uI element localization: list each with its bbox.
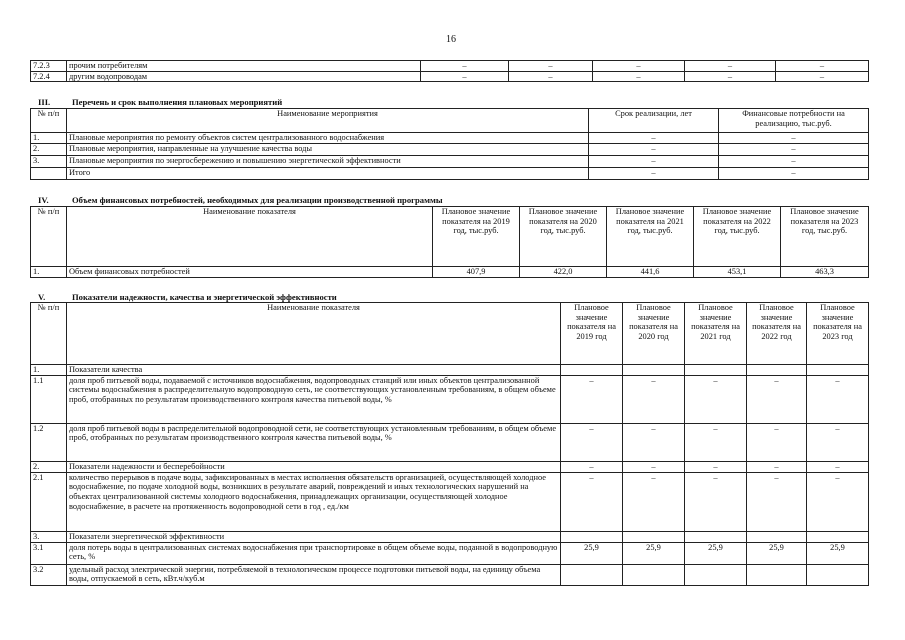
row-name: Плановые мероприятия, направленные на улучшение качества воды: [67, 144, 589, 156]
row-number: 2.: [31, 144, 67, 156]
row-cost: –: [719, 144, 869, 156]
row-value: [807, 531, 869, 542]
col-header-2021: Плановое значение показателя на 2021 год: [685, 303, 747, 365]
col-header-num: № п/п: [31, 109, 67, 133]
row-name: удельный расход электрической энергии, потребляемой в технологическом процессе подготовки питьевой воды, на единицу объема воды, отпускаемой в сеть, кВт.ч/куб.м: [67, 564, 561, 585]
row-value: [623, 564, 685, 585]
table-row: [31, 375, 869, 423]
row-name: другим водопроводам: [67, 71, 421, 82]
col-header-2022: Плановое значение показателя на 2022 год: [747, 303, 807, 365]
row-value: –: [685, 375, 747, 423]
table-row: [31, 267, 869, 278]
col-header-2020: Плановое значение показателя на 2020 год: [623, 303, 685, 365]
row-number: 1.1: [31, 375, 67, 423]
section-title: Показатели надежности, качества и энергетической эффективности: [72, 292, 337, 302]
row-value: –: [593, 71, 685, 82]
row-value: [807, 564, 869, 585]
section-number: III.: [38, 97, 51, 107]
table-row: [31, 144, 869, 156]
row-value: –: [807, 472, 869, 531]
row-value: –: [747, 472, 807, 531]
row-term: –: [589, 133, 719, 144]
col-header-2019: Плановое значение показателя на 2019 год: [561, 303, 623, 365]
col-header-name: Наименование мероприятия: [67, 109, 589, 133]
row-name: количество перерывов в подаче воды, зафиксированных в местах исполнения обязательств организацией, осуществляющей холодное водоснабжение, по подаче холодной воды, возникших в результате аварий, повреждений и иных технологических нарушений на объектах централизованной системы холодного водоснабжения, принадлежащих организации, осуществляющей холодное водоснабжение, в расчете на протяженность водопроводной сети в год , ед./км: [67, 472, 561, 531]
row-value: –: [623, 472, 685, 531]
col-header-2020: Плановое значение показателя на 2020 год, тыс.руб.: [520, 207, 607, 267]
row-name: доля проб питьевой воды в распределительной водопроводной сети, не соответствующих установленным требованиям, в общем объеме проб, отобранных по результатам производственного контроля качества питьевой воды, %: [67, 423, 561, 461]
row-name: Итого: [67, 168, 589, 180]
row-value: –: [421, 71, 509, 82]
table-row: [31, 71, 869, 82]
table-row: [31, 423, 869, 461]
row-value: 25,9: [807, 542, 869, 564]
row-value: –: [807, 375, 869, 423]
row-term: –: [589, 144, 719, 156]
row-value: [685, 564, 747, 585]
row-value: –: [623, 423, 685, 461]
row-value: 25,9: [561, 542, 623, 564]
row-value: –: [807, 423, 869, 461]
row-value: –: [685, 461, 747, 472]
row-number: 2.1: [31, 472, 67, 531]
row-value: 453,1: [694, 267, 781, 278]
table-row: [31, 542, 869, 564]
row-number: 7.2.4: [31, 71, 67, 82]
row-number: 1.2: [31, 423, 67, 461]
page-number: 16: [446, 34, 456, 45]
row-value: [561, 564, 623, 585]
row-value: [807, 365, 869, 376]
row-name: Плановые мероприятия по ремонту объектов систем централизованного водоснабжения: [67, 133, 589, 144]
row-name: Показатели энергетической эффективности: [67, 531, 561, 542]
row-value: 407,9: [433, 267, 520, 278]
col-header-2023: Плановое значение показателя на 2023 год, тыс.руб.: [781, 207, 869, 267]
row-term: –: [589, 156, 719, 168]
row-number: 3.2: [31, 564, 67, 585]
row-value: –: [807, 461, 869, 472]
financial-needs-table: [30, 206, 869, 278]
table-row: [31, 61, 869, 72]
col-header-2023: Плановое значение показателя на 2023 год: [807, 303, 869, 365]
row-value: [561, 531, 623, 542]
section-title: Объем финансовых потребностей, необходимых для реализации производственной программы: [72, 195, 443, 205]
section-5-heading: [38, 292, 337, 302]
row-name: Показатели надежности и бесперебойности: [67, 461, 561, 472]
row-name: Показатели качества: [67, 365, 561, 376]
row-value: 25,9: [685, 542, 747, 564]
row-value: –: [747, 423, 807, 461]
row-value: [685, 531, 747, 542]
row-cost: –: [719, 168, 869, 180]
row-value: –: [623, 461, 685, 472]
col-header-num: № п/п: [31, 303, 67, 365]
col-header-num: № п/п: [31, 207, 67, 267]
row-number: 1.: [31, 267, 67, 278]
col-header-2022: Плановое значение показателя на 2022 год, тыс.руб.: [694, 207, 781, 267]
table-row: [31, 156, 869, 168]
row-value: –: [561, 472, 623, 531]
row-value: –: [747, 375, 807, 423]
row-value: –: [509, 71, 593, 82]
row-value: [623, 365, 685, 376]
row-number: 2.: [31, 461, 67, 472]
table-row: [31, 472, 869, 531]
row-value: [685, 365, 747, 376]
table-row: [31, 365, 869, 376]
measures-table: [30, 108, 869, 180]
row-name: Объем финансовых потребностей: [67, 267, 433, 278]
row-number: 7.2.3: [31, 61, 67, 72]
col-header-2019: Плановое значение показателя на 2019 год, тыс.руб.: [433, 207, 520, 267]
row-number: 3.1: [31, 542, 67, 564]
section-3-heading: [38, 97, 282, 107]
row-value: –: [776, 61, 869, 72]
table-row: [31, 461, 869, 472]
row-cost: –: [719, 133, 869, 144]
row-value: –: [776, 71, 869, 82]
col-header-2021: Плановое значение показателя на 2021 год, тыс.руб.: [607, 207, 694, 267]
row-name: доля проб питьевой воды, подаваемой с источников водоснабжения, водопроводных станций или иных объектов централизованной системы водоснабжения в распределительную водопроводную сеть, не соответствующих установленным требованиям, в общем объеме проб, отобранных по результатам производственного контроля качества питьевой воды, %: [67, 375, 561, 423]
row-name: Плановые мероприятия по энергосбережению и повышению энергетической эффективности: [67, 156, 589, 168]
table-row: [31, 531, 869, 542]
table-row: [31, 133, 869, 144]
row-value: –: [685, 71, 776, 82]
row-value: –: [509, 61, 593, 72]
row-term: –: [589, 168, 719, 180]
row-number: [31, 168, 67, 180]
row-name: доля потерь воды в централизованных системах водоснабжения при транспортировке в общем объеме воды, поданной в водопроводную сеть, %: [67, 542, 561, 564]
continuation-table: [30, 60, 869, 82]
table-row: [31, 168, 869, 180]
row-value: [747, 365, 807, 376]
row-cost: –: [719, 156, 869, 168]
row-number: 1.: [31, 365, 67, 376]
section-title: Перечень и срок выполнения плановых мероприятий: [72, 97, 283, 107]
row-value: –: [561, 423, 623, 461]
row-number: 3.: [31, 156, 67, 168]
row-value: –: [561, 461, 623, 472]
row-value: [623, 531, 685, 542]
row-value: –: [593, 61, 685, 72]
row-value: –: [747, 461, 807, 472]
row-value: –: [561, 375, 623, 423]
table-row: [31, 564, 869, 585]
section-number: IV.: [38, 195, 49, 205]
row-value: –: [421, 61, 509, 72]
col-header-name: Наименование показателя: [67, 207, 433, 267]
row-value: 422,0: [520, 267, 607, 278]
col-header-cost: Финансовые потребности на реализацию, тыс.руб.: [719, 109, 869, 133]
section-4-heading: [38, 195, 443, 205]
row-number: 1.: [31, 133, 67, 144]
row-value: 441,6: [607, 267, 694, 278]
row-value: –: [685, 61, 776, 72]
col-header-name: Наименование показателя: [67, 303, 561, 365]
row-value: –: [685, 423, 747, 461]
section-number: V.: [38, 292, 46, 302]
row-value: [747, 564, 807, 585]
row-value: –: [623, 375, 685, 423]
row-value: 25,9: [747, 542, 807, 564]
row-number: 3.: [31, 531, 67, 542]
indicators-table: [30, 302, 869, 586]
row-value: 463,3: [781, 267, 869, 278]
row-value: –: [685, 472, 747, 531]
row-value: [747, 531, 807, 542]
row-value: [561, 365, 623, 376]
col-header-term: Срок реализации, лет: [589, 109, 719, 133]
row-value: 25,9: [623, 542, 685, 564]
row-name: прочим потребителям: [67, 61, 421, 72]
